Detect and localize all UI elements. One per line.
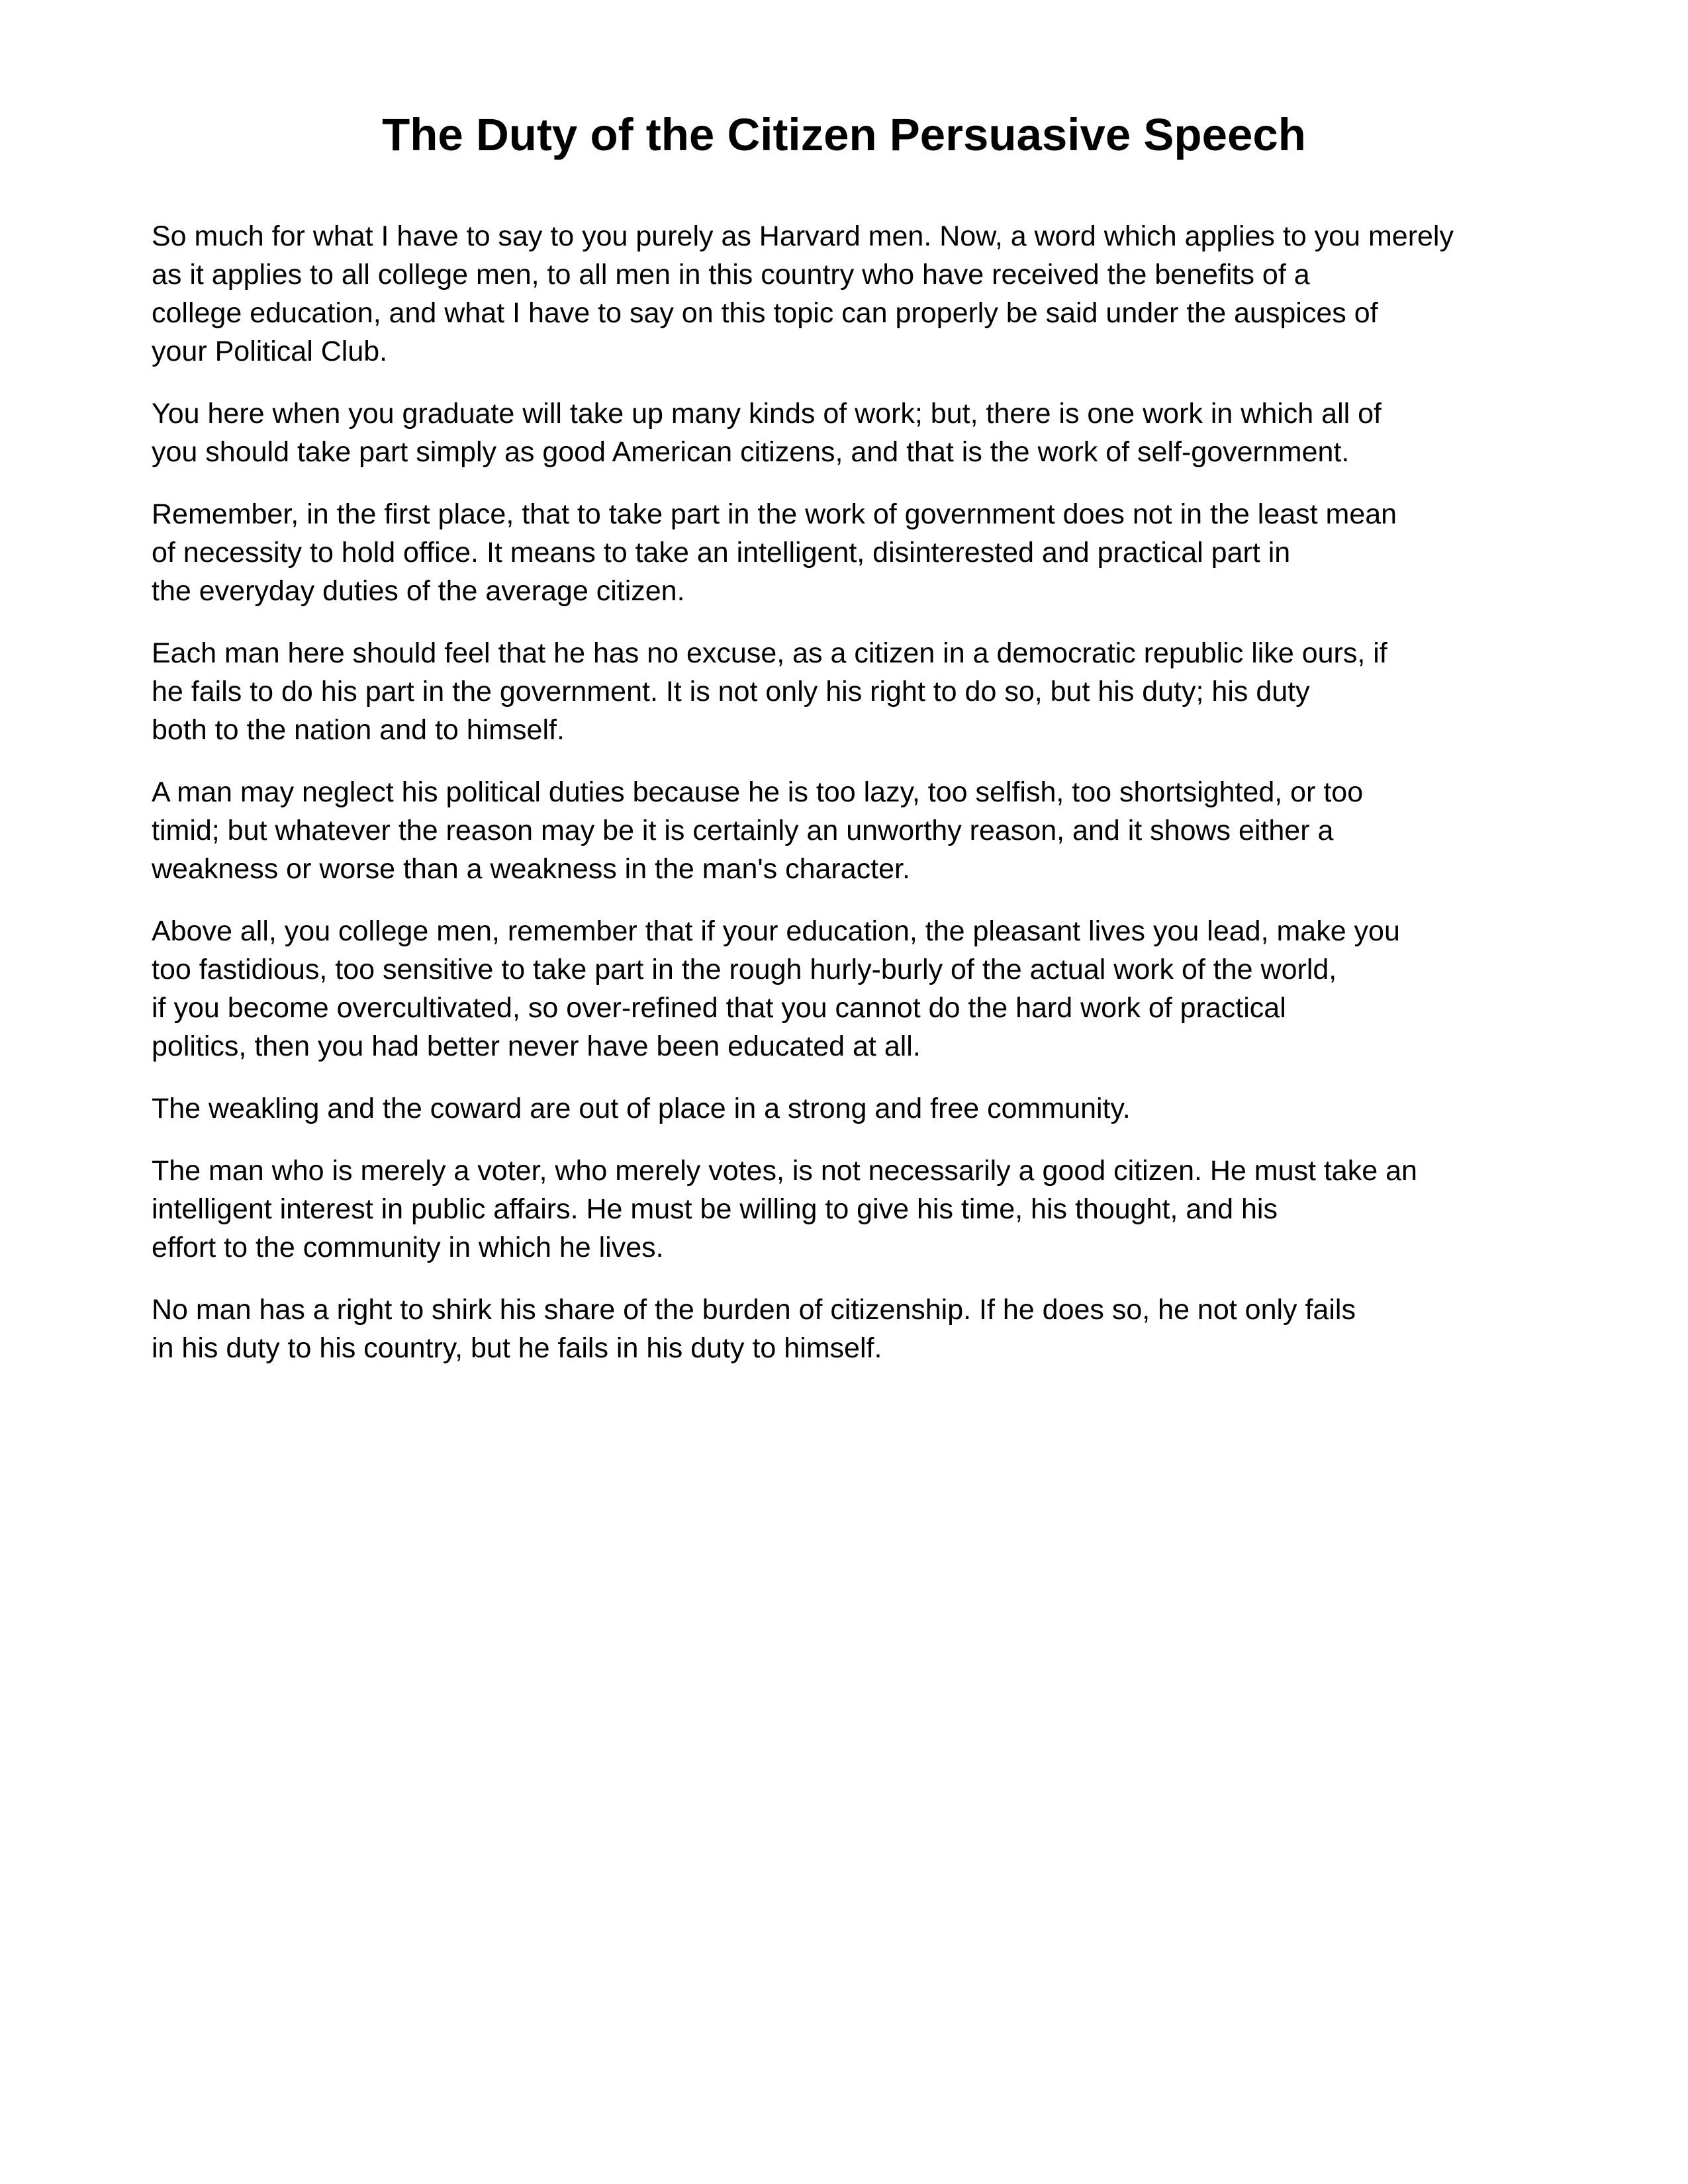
text-line: of necessity to hold office. It means to take an intelligent, disinterested and practical part in bbox=[152, 537, 1291, 569]
text-line: in his duty to his country, but he fails in his duty to himself. bbox=[152, 1332, 882, 1364]
document-body bbox=[152, 217, 1555, 1391]
text-line: The man who is merely a voter, who merely votes, is not necessarily a good citizen. He must take an bbox=[152, 1155, 1417, 1187]
text-line: You here when you graduate will take up many kinds of work; but, there is one work in which all of bbox=[152, 398, 1382, 430]
paragraph-8 bbox=[152, 1152, 1555, 1267]
paragraph-9 bbox=[152, 1291, 1555, 1367]
paragraph-1 bbox=[152, 217, 1555, 371]
text-line: effort to the community in which he lives. bbox=[152, 1232, 664, 1263]
text-line: he fails to do his part in the government. It is not only his right to do so, but his duty; his duty bbox=[152, 676, 1310, 707]
text-line: politics, then you had better never have been educated at all. bbox=[152, 1030, 921, 1062]
text-line: your Political Club. bbox=[152, 336, 388, 367]
text-line: Remember, in the first place, that to take part in the work of government does not in the least mean bbox=[152, 498, 1397, 530]
text-line: you should take part simply as good American citizens, and that is the work of self-government. bbox=[152, 436, 1350, 468]
text-line: too fastidious, too sensitive to take part in the rough hurly-burly of the actual work of the world, bbox=[152, 954, 1337, 985]
text-line: both to the nation and to himself. bbox=[152, 714, 565, 746]
document-title: The Duty of the Citizen Persuasive Speech bbox=[382, 109, 1306, 160]
paragraph-5 bbox=[152, 773, 1555, 888]
paragraph-3 bbox=[152, 495, 1555, 610]
text-line: if you become overcultivated, so over-refined that you cannot do the hard work of practical bbox=[152, 992, 1286, 1024]
text-line: college education, and what I have to say on this topic can properly be said under the auspices of bbox=[152, 297, 1378, 329]
paragraph-7 bbox=[152, 1089, 1555, 1128]
paragraph-6 bbox=[152, 912, 1555, 1066]
text-line: The weakling and the coward are out of place in a strong and free community. bbox=[152, 1093, 1131, 1124]
text-line: as it applies to all college men, to all men in this country who have received the benefits of a bbox=[152, 259, 1310, 291]
paragraph-2 bbox=[152, 394, 1555, 471]
text-line: A man may neglect his political duties because he is too lazy, too selfish, too shortsighted, or too bbox=[152, 776, 1364, 808]
text-line: the everyday duties of the average citizen. bbox=[152, 575, 685, 607]
text-line: Each man here should feel that he has no excuse, as a citizen in a democratic republic like ours, if bbox=[152, 637, 1387, 669]
text-line: So much for what I have to say to you purely as Harvard men. Now, a word which applies to you merely bbox=[152, 220, 1454, 252]
text-line: intelligent interest in public affairs. He must be willing to give his time, his thought, and his bbox=[152, 1193, 1278, 1225]
text-line: timid; but whatever the reason may be it is certainly an unworthy reason, and it shows either a bbox=[152, 815, 1334, 846]
text-line: weakness or worse than a weakness in the man's character. bbox=[152, 853, 910, 885]
text-line: No man has a right to shirk his share of the burden of citizenship. If he does so, he not only fails bbox=[152, 1294, 1356, 1326]
paragraph-4 bbox=[152, 634, 1555, 749]
text-line: Above all, you college men, remember that if your education, the pleasant lives you lead, make you bbox=[152, 915, 1400, 947]
